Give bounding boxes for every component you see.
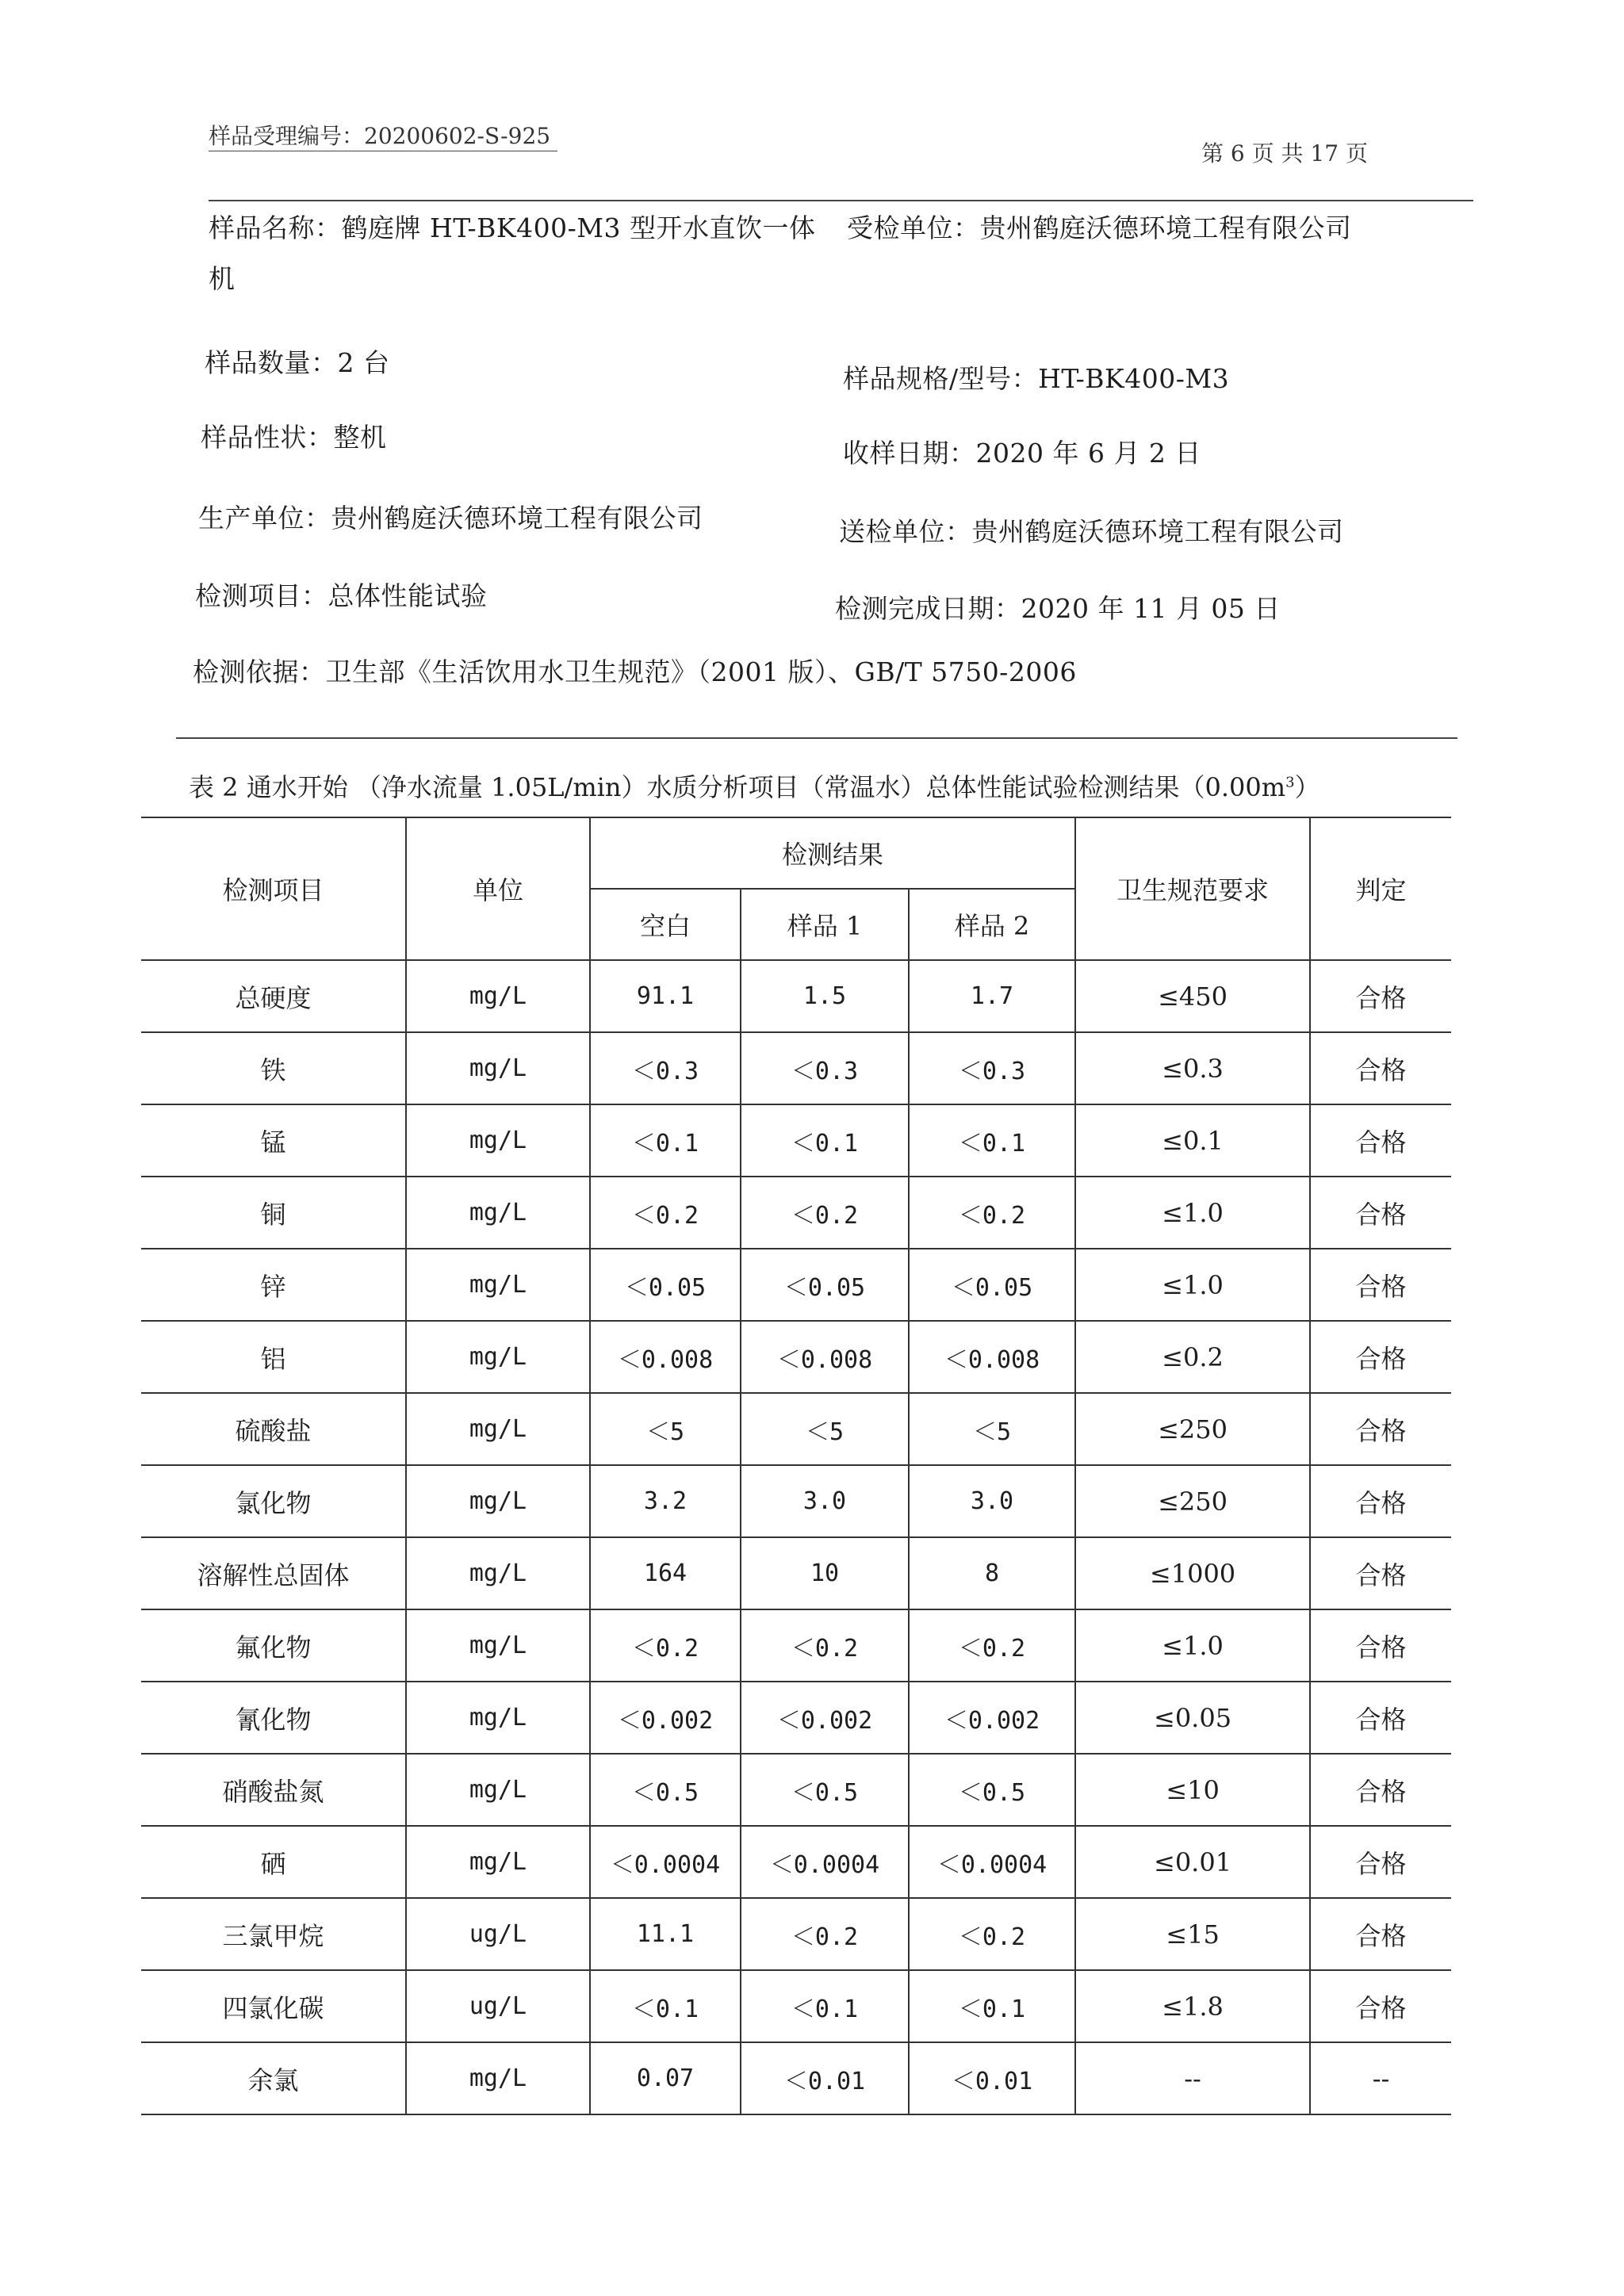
cell-sample2: ＜0.05 (909, 1249, 1075, 1321)
cell-verdict: 合格 (1310, 1465, 1451, 1537)
cell-item: 总硬度 (141, 960, 406, 1032)
cell-sample2: ＜0.5 (909, 1754, 1075, 1826)
table-row (141, 1537, 1451, 1609)
cell-verdict: 合格 (1310, 960, 1451, 1032)
cell-blank: ＜0.0004 (590, 1826, 741, 1898)
cell-standard: ≤0.01 (1075, 1826, 1310, 1898)
header-blank: 空白 (590, 889, 741, 960)
cell-standard: ≤1.0 (1075, 1177, 1310, 1249)
test-item: 检测项目：总体性能试验 (195, 580, 488, 611)
cell-unit: mg/L (406, 1177, 590, 1249)
cell-unit: mg/L (406, 1537, 590, 1609)
cell-sample1: ＜0.2 (741, 1177, 909, 1249)
cell-unit: mg/L (406, 1104, 590, 1177)
cell-verdict: 合格 (1310, 1754, 1451, 1826)
cell-blank: ＜0.5 (590, 1754, 741, 1826)
cell-item: 锰 (141, 1104, 406, 1177)
sender: 送检单位：贵州鹤庭沃德环境工程有限公司 (839, 516, 1344, 547)
header-sample2: 样品 2 (909, 889, 1075, 960)
cell-sample2: ＜0.1 (909, 1970, 1075, 2042)
cell-sample1: ＜5 (741, 1393, 909, 1465)
table-row (141, 1104, 1451, 1177)
cell-sample1: ＜0.05 (741, 1249, 909, 1321)
cell-blank: ＜0.2 (590, 1177, 741, 1249)
table-row (141, 1249, 1451, 1321)
cell-sample2: ＜0.002 (909, 1682, 1075, 1754)
sample-quantity: 样品数量：2 台 (205, 347, 390, 378)
cell-item: 氯化物 (141, 1465, 406, 1537)
cell-verdict: 合格 (1310, 1032, 1451, 1104)
cell-unit: mg/L (406, 960, 590, 1032)
table-row (141, 1609, 1451, 1682)
cell-verdict: 合格 (1310, 1898, 1451, 1970)
cell-item: 铝 (141, 1321, 406, 1393)
cell-unit: ug/L (406, 1898, 590, 1970)
table-row (141, 1177, 1451, 1249)
cell-standard: ≤1.0 (1075, 1609, 1310, 1682)
table-row (141, 1465, 1451, 1537)
cell-verdict: 合格 (1310, 1826, 1451, 1898)
cell-sample2: ＜0.01 (909, 2042, 1075, 2114)
table-row (141, 1754, 1451, 1826)
cell-sample1: ＜0.002 (741, 1682, 909, 1754)
table-row (141, 1321, 1451, 1393)
cell-unit: mg/L (406, 1032, 590, 1104)
cell-standard: ≤0.1 (1075, 1104, 1310, 1177)
cell-item: 锌 (141, 1249, 406, 1321)
cell-standard: ≤250 (1075, 1393, 1310, 1465)
sample-name-continued: 机 (209, 263, 236, 294)
cell-unit: mg/L (406, 1754, 590, 1826)
header-rule (209, 200, 1473, 201)
table-row (141, 1393, 1451, 1465)
cell-standard: ≤0.3 (1075, 1032, 1310, 1104)
header-standard: 卫生规范要求 (1075, 817, 1310, 960)
cell-item: 氰化物 (141, 1682, 406, 1754)
cell-unit: mg/L (406, 1321, 590, 1393)
cell-sample1: 3.0 (741, 1465, 909, 1537)
cell-sample1: ＜0.1 (741, 1970, 909, 2042)
table-row (141, 1032, 1451, 1104)
cell-unit: mg/L (406, 1826, 590, 1898)
receive-date: 收样日期：2020 年 6 月 2 日 (843, 438, 1201, 469)
cell-sample2: ＜0.2 (909, 1177, 1075, 1249)
sample-state: 样品性状：整机 (201, 422, 387, 453)
cell-standard: ≤10 (1075, 1754, 1310, 1826)
header-verdict: 判定 (1310, 817, 1451, 960)
header-unit: 单位 (406, 817, 590, 960)
cell-standard: ≤1.8 (1075, 1970, 1310, 2042)
cell-sample2: ＜0.1 (909, 1104, 1075, 1177)
cell-blank: 91.1 (590, 960, 741, 1032)
cell-unit: mg/L (406, 1609, 590, 1682)
cell-blank: 11.1 (590, 1898, 741, 1970)
sample-name: 样品名称：鹤庭牌 HT-BK400-M3 型开水直饮一体 (209, 212, 816, 243)
cell-item: 铁 (141, 1032, 406, 1104)
cell-item: 氟化物 (141, 1609, 406, 1682)
table-row (141, 960, 1451, 1032)
cell-sample2: ＜0.3 (909, 1032, 1075, 1104)
cell-verdict: 合格 (1310, 1249, 1451, 1321)
cell-standard: ≤1.0 (1075, 1249, 1310, 1321)
table-caption: 表 2 通水开始 （净水流量 1.05L/min）水质分析项目（常温水）总体性能试验检测结果$(0.00m^3)$ (189, 772, 1320, 802)
cell-blank: ＜0.002 (590, 1682, 741, 1754)
cell-standard: ≤0.2 (1075, 1321, 1310, 1393)
complete-date: 检测完成日期：2020 年 11 月 05 日 (835, 593, 1281, 624)
cell-sample1: 10 (741, 1537, 909, 1609)
table-row (141, 1970, 1451, 2042)
cell-standard: ≤0.05 (1075, 1682, 1310, 1754)
cell-unit: mg/L (406, 1249, 590, 1321)
cell-item: 四氯化碳 (141, 1970, 406, 2042)
cell-sample2: ＜0.2 (909, 1898, 1075, 1970)
cell-verdict: 合格 (1310, 1321, 1451, 1393)
cell-item: 三氯甲烷 (141, 1898, 406, 1970)
cell-verdict: 合格 (1310, 1682, 1451, 1754)
cell-blank: 3.2 (590, 1465, 741, 1537)
cell-item: 硝酸盐氮 (141, 1754, 406, 1826)
cell-blank: ＜0.3 (590, 1032, 741, 1104)
cell-sample2: ＜5 (909, 1393, 1075, 1465)
cell-sample1: ＜0.008 (741, 1321, 909, 1393)
cell-blank: ＜0.2 (590, 1609, 741, 1682)
cell-unit: mg/L (406, 2042, 590, 2114)
cell-item: 铜 (141, 1177, 406, 1249)
cell-sample2: ＜0.0004 (909, 1826, 1075, 1898)
cell-verdict: 合格 (1310, 1609, 1451, 1682)
cell-sample1: ＜0.01 (741, 2042, 909, 2114)
cell-verdict: 合格 (1310, 1537, 1451, 1609)
table-row (141, 1826, 1451, 1898)
cell-verdict: 合格 (1310, 1970, 1451, 2042)
cell-blank: ＜5 (590, 1393, 741, 1465)
page-indicator: 第 6 页 共 17 页 (1201, 140, 1368, 166)
header-item: 检测项目 (141, 817, 406, 960)
cell-item: 硒 (141, 1826, 406, 1898)
cell-standard: ≤250 (1075, 1465, 1310, 1537)
header-sample1: 样品 1 (741, 889, 909, 960)
results-table (141, 817, 1451, 2115)
table-row (141, 2042, 1451, 2114)
header-row-1 (141, 817, 1451, 889)
producer: 生产单位：贵州鹤庭沃德环境工程有限公司 (198, 503, 703, 534)
cell-standard: -- (1075, 2042, 1310, 2114)
inspected-unit: 受检单位：贵州鹤庭沃德环境工程有限公司 (847, 212, 1352, 243)
cell-blank: ＜0.1 (590, 1104, 741, 1177)
cell-unit: mg/L (406, 1465, 590, 1537)
cell-item: 硫酸盐 (141, 1393, 406, 1465)
cell-standard: ≤15 (1075, 1898, 1310, 1970)
cell-unit: ug/L (406, 1970, 590, 2042)
cell-verdict: 合格 (1310, 1104, 1451, 1177)
table-row (141, 1898, 1451, 1970)
cell-item: 余氯 (141, 2042, 406, 2114)
sample-accept-number: 样品受理编号：20200602-S-925 (209, 123, 551, 149)
sample-spec: 样品规格/型号：HT-BK400-M3 (843, 363, 1230, 394)
fields-bottom-rule (176, 737, 1457, 739)
cell-sample2: ＜0.008 (909, 1321, 1075, 1393)
cell-verdict: 合格 (1310, 1177, 1451, 1249)
test-basis: 检测依据：卫生部《生活饮用水卫生规范》（2001 版）、GB/T 5750-2006 (193, 656, 1077, 687)
cell-sample1: ＜0.0004 (741, 1826, 909, 1898)
cell-sample1: ＜0.3 (741, 1032, 909, 1104)
cell-standard: ≤1000 (1075, 1537, 1310, 1609)
cell-blank: 164 (590, 1537, 741, 1609)
cell-blank: ＜0.008 (590, 1321, 741, 1393)
cell-item: 溶解性总固体 (141, 1537, 406, 1609)
header-result: 检测结果 (590, 817, 1075, 889)
cell-sample2: ＜0.2 (909, 1609, 1075, 1682)
cell-unit: mg/L (406, 1393, 590, 1465)
cell-blank: ＜0.1 (590, 1970, 741, 2042)
cell-sample1: ＜0.1 (741, 1104, 909, 1177)
cell-standard: ≤450 (1075, 960, 1310, 1032)
cell-verdict: 合格 (1310, 1393, 1451, 1465)
cell-sample1: ＜0.2 (741, 1898, 909, 1970)
table-row (141, 1682, 1451, 1754)
cell-sample2: 3.0 (909, 1465, 1075, 1537)
cell-sample1: 1.5 (741, 960, 909, 1032)
cell-sample2: 8 (909, 1537, 1075, 1609)
cell-sample1: ＜0.2 (741, 1609, 909, 1682)
cell-sample1: ＜0.5 (741, 1754, 909, 1826)
cell-blank: ＜0.05 (590, 1249, 741, 1321)
cell-verdict: -- (1310, 2042, 1451, 2114)
cell-blank: 0.07 (590, 2042, 741, 2114)
cell-sample2: 1.7 (909, 960, 1075, 1032)
cell-unit: mg/L (406, 1682, 590, 1754)
